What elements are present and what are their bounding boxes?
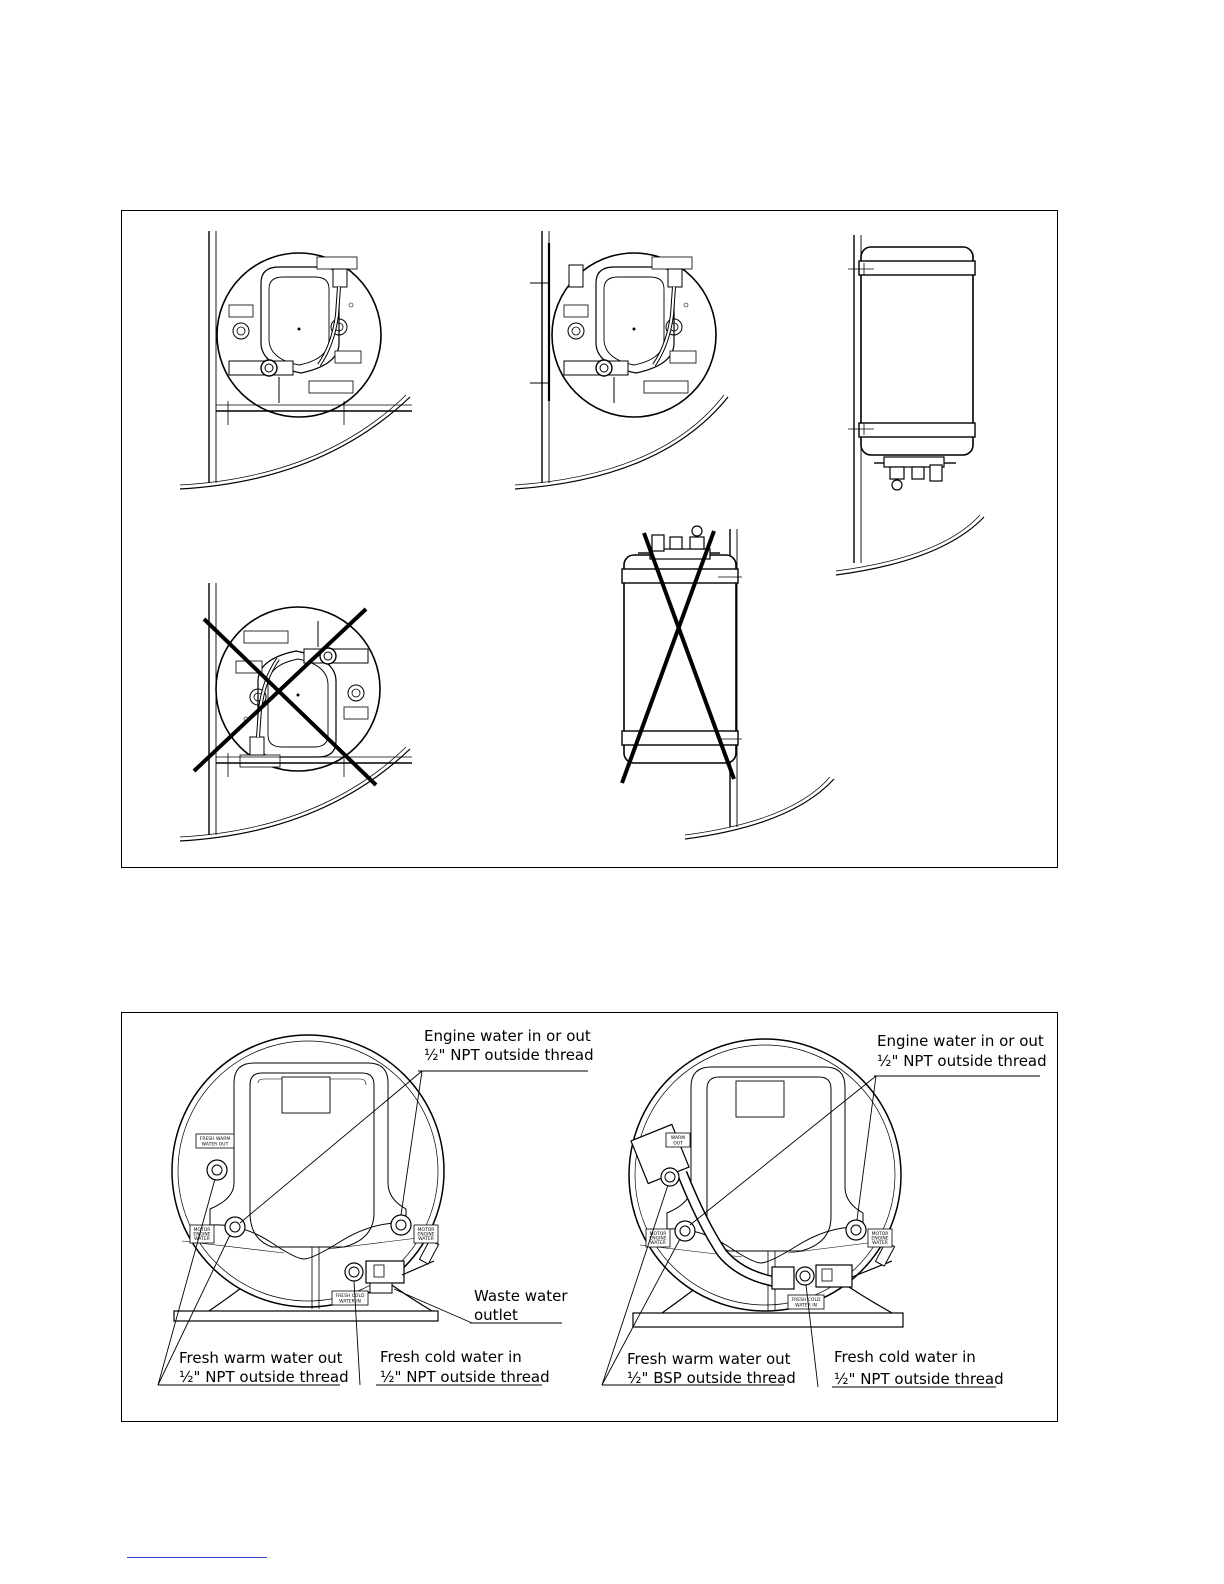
- right-tag-motor-b-3: WATER: [872, 1241, 888, 1246]
- right-cold-port: [796, 1267, 814, 1285]
- left-warm-water-label-2: ½" NPT outside thread: [179, 1368, 349, 1386]
- right-tag-motor-3: WATER: [650, 1241, 666, 1246]
- orientation-3-correct: [836, 235, 984, 575]
- orientation-4-wrong: [180, 583, 412, 841]
- right-tag-motor-2: ENGINE: [649, 1236, 667, 1242]
- left-warm-water-label-1: Fresh warm water out: [179, 1349, 343, 1367]
- right-engine-water-label-2: ½" NPT outside thread: [877, 1052, 1047, 1070]
- left-tag-warm-2: WATER OUT: [201, 1142, 229, 1148]
- right-tag-motor-1: MOTOR: [649, 1232, 667, 1237]
- mounting-orientations-panel: [121, 210, 1058, 868]
- right-cold-water-label-2: ½" NPT outside thread: [834, 1370, 1004, 1388]
- left-cold-port: [345, 1263, 363, 1281]
- left-fresh-warm-port: [207, 1160, 227, 1180]
- right-warm-water-label-1: Fresh warm water out: [627, 1350, 791, 1368]
- left-tag-motor-b-2: ENGINE: [417, 1232, 435, 1238]
- left-tag-motor-3: WATER: [194, 1237, 210, 1242]
- left-cold-water-label-2: ½" NPT outside thread: [380, 1368, 550, 1386]
- left-engine-port-2: [391, 1215, 411, 1235]
- right-warm-water-label-2: ½" BSP outside thread: [627, 1369, 796, 1387]
- orientation-2-correct: [515, 231, 728, 489]
- mounting-orientations-diagram: [122, 211, 1057, 867]
- left-tag-motor-1: MOTOR: [193, 1228, 211, 1233]
- right-tag-motor-b-1: MOTOR: [871, 1232, 889, 1237]
- right-tag-warm-2: OUT: [673, 1141, 683, 1147]
- left-engine-water-label-1: Engine water in or out: [424, 1027, 591, 1045]
- left-waste-water-label-1: Waste water: [474, 1287, 568, 1305]
- orientation-1-correct: [180, 231, 412, 489]
- right-fresh-warm-port: [661, 1168, 679, 1186]
- left-tag-motor-2: ENGINE: [193, 1232, 211, 1238]
- right-cold-water-label-1: Fresh cold water in: [834, 1348, 976, 1366]
- left-tag-cold-2: WATER IN: [339, 1299, 361, 1305]
- right-tag-motor-b-2: ENGINE: [871, 1236, 889, 1242]
- left-cold-water-label-1: Fresh cold water in: [380, 1348, 522, 1366]
- left-waste-water-label-2: outlet: [474, 1306, 518, 1324]
- left-engine-port-1: [225, 1217, 245, 1237]
- footer-rule: [127, 1557, 267, 1558]
- connections-panel: [121, 1012, 1058, 1422]
- heater-left: [172, 1035, 444, 1321]
- left-engine-water-label-2: ½" NPT outside thread: [424, 1046, 594, 1064]
- right-engine-port-1: [675, 1221, 695, 1241]
- left-tag-motor-b-1: MOTOR: [417, 1228, 435, 1233]
- left-tag-warm-1: FRESH WARM: [199, 1137, 231, 1142]
- right-engine-port-2: [846, 1220, 866, 1240]
- right-engine-water-label-1: Engine water in or out: [877, 1032, 1044, 1050]
- connections-diagram: [122, 1013, 1057, 1421]
- left-tag-motor-b-3: WATER: [418, 1237, 434, 1242]
- right-tag-cold-1: FRESH COLD: [791, 1298, 821, 1303]
- left-tag-cold-1: FRESH COLD: [335, 1294, 365, 1299]
- right-tag-cold-2: WATER IN: [795, 1303, 817, 1309]
- right-tag-warm-1: WARM: [670, 1136, 686, 1141]
- orientation-5-wrong: [622, 526, 834, 839]
